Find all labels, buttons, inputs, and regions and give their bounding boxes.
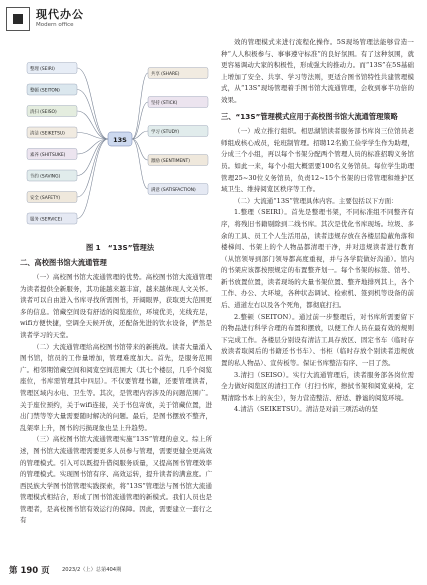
mindmap-connector	[132, 73, 148, 139]
mindmap-node-label: 清洁 (SEIKETSU)	[30, 131, 65, 137]
magazine-header	[6, 4, 186, 34]
mindmap-node-label: 素养 (SHITSUKE)	[30, 153, 66, 158]
mindmap-node-left	[27, 84, 77, 95]
figure-13s-mindmap	[20, 55, 212, 230]
mindmap-node-label: 激励 (SENTIMENT)	[151, 159, 190, 164]
page-footer	[9, 564, 419, 578]
mindmap-svg	[20, 55, 212, 230]
section-heading-3: 三、“13S”管理模式应用于高校图书馆大流通管理策略	[221, 111, 398, 121]
mindmap-node-label: 节约 (SAVING)	[30, 174, 61, 180]
paragraph: 1.整理（SEIRI）。首先是整理书架，不同标准组不同整齐有序，将残旧书籍剔除到二线书库。其次是优化书库现场。垃圾、多余的工具、员工个人生活用品，读者违规存放在各楼层隐蔽角落和楼梯间、书架上的个人物品都清理干净，并对违规读者进行教育（从馆领导到部门领导都高度重视，并与各学院做好沟通）。馆内的书架应该都按照规定的布置整齐划一。每个书架的标签、馆号、新书放置位置，读者现场的大量书架位置、整齐地排列其上，各个工作、办公、大环境，各种状态调试、检索机、签到机等设备的前后、道道左右以及各个死角，都彻底打扫。	[221, 208, 414, 310]
mindmap-center	[108, 132, 132, 146]
paragraph: （二）大流通“13S”管理具体内容。主要包括以下方面：	[234, 196, 398, 205]
magazine-subtitle: Modern office	[36, 22, 74, 28]
mindmap-left-nodes	[27, 63, 77, 225]
section-heading-2: 二、高校图书馆大流通管理	[20, 258, 107, 267]
mindmap-node-left	[27, 213, 77, 224]
mindmap-node-left	[27, 127, 77, 138]
mindmap-node-label: 清扫 (SEISO)	[30, 110, 57, 115]
mindmap-connector	[77, 68, 108, 139]
mindmap-node-label: 整理 (SEIRI)	[30, 67, 55, 72]
mindmap-node-right	[148, 155, 208, 166]
mindmap-node-label: 整顿 (SEITON)	[30, 88, 60, 94]
right-column	[221, 37, 414, 416]
mindmap-node-label: 坚持 (STICK)	[151, 101, 178, 106]
page-number: 第 190 页	[9, 566, 50, 576]
mindmap-node-right	[148, 126, 208, 137]
mindmap-node-left	[27, 149, 77, 160]
mindmap-center-label: 13S	[113, 136, 127, 144]
mindmap-connector	[77, 139, 108, 197]
left-column	[20, 254, 212, 527]
mindmap-node-right	[148, 184, 208, 195]
figure-caption: 图 1 “13S”管理法	[85, 243, 155, 252]
mindmap-node-label: 共享 (SHARE)	[151, 72, 180, 77]
paragraph: 3.清扫（SEISO）。实行大流通管理后，读者服务部各岗位需全力做好阅览区的清扫工作（打扫书库，擦拭书架和阅览桌椅，定期清除书本上的灰尘），努力营造整洁、舒适、静谧的阅览环境。	[221, 370, 414, 402]
mindmap-node-left	[27, 192, 77, 203]
magazine-logo-icon	[6, 7, 30, 31]
mindmap-right-nodes	[148, 68, 208, 195]
mindmap-node-label: 服务 (SERVICE)	[30, 217, 63, 223]
mindmap-connector	[132, 139, 148, 160]
mindmap-node-left	[27, 63, 77, 74]
paragraph: （一）成立推行组织。相思湖馆读者服务部书库岗三位馆员老师组成核心成员，轮班制管理。招聘12名勤工俭学学生作为助理，分成三个小组，再以每个书架分配两个管理人员的标准招聘义务馆员。如此一来，每个小组大概需要100名义务馆员。每位学生助理管理25~30位义务馆员，负责12~15个书架的日常管理和维护区域卫生、维持阅览区秩序等工作。	[221, 127, 414, 194]
mindmap-node-right	[148, 97, 208, 108]
mindmap-node-label: 安全 (SAFETY)	[30, 196, 61, 201]
mindmap-node-right	[148, 68, 208, 79]
mindmap-node-left	[27, 170, 77, 181]
mindmap-connector	[77, 90, 108, 140]
paragraph: 效的管理模式来进行流程化操作。5S现场管理法能够营造一种“人人积极参与、事事遵守标准”的良好氛围。有了这种氛围，就更容易调动大家的积极性，形成强大的推动力。而“13S”在5S基础上增加了安全、共享、学习等法则，更适合图书馆特性共建管理模式，从“13S”现场管理着手图书馆大流通管理，会收到事半功倍的效果。	[221, 38, 414, 104]
paragraph: （二）大流通管理给高校图书馆带来的新挑战。读者大量涌入图书馆，馆员的工作量增加，管理难度加大。首先，是服务范围广。相邻期馆藏空间和阅览空间范围大（其七个楼层，几乎个阅览座位，书库需管理其中四层）。不仅要管理书籍，还要管理读者，管理区域内水电、卫生等。其次，是管理内容涉及的问题范围广。关于座位预约，关于wifi连接，关于书包寄放，关于馆藏位置，进出门禁等等大量需要随时解决的问题。最后，是图书摆放不整齐，乱架率上升，图书的污损现象也呈上升趋势。	[20, 342, 212, 432]
issue-info: 2023/2（上）总第404期	[62, 567, 122, 573]
mindmap-connector	[132, 139, 148, 189]
mindmap-node-label: 满意 (SATISFACTION)	[151, 188, 196, 193]
mindmap-connector	[77, 139, 108, 219]
mindmap-node-left	[27, 106, 77, 117]
paragraph: 4.清洁（SEIKETSU）。清洁是对前三项活动的坚	[234, 405, 378, 414]
paragraph: （一）高校图书馆大流通管理的优势。高校图书馆大流通管理为读者提供全新服务，其功能越来越丰富，越来越体现人文关怀。读者可以自由进入书库寻找所需图书，开阔眼界，获取更大范围更多的信息。馆藏空间设有舒适的阅览座位，环境优美，光线充足，wifi方便快捷，空调全天候开放，还配备先进的饮水设备，俨然是读者学习的天堂。	[20, 273, 212, 339]
paragraph: （三）高校图书馆大流通管理实施“13S”管理的意义。综上所述，图书馆大流通管理需要更多人员参与管理，需要更健全更高效的管理模式。引入可以既提升借阅服务质量，又提高图书管理效率的管理模式。实现图书馆有序、高效运转，提升读者的满意度。广西民族大学图书馆管理实践探索，将“13S”管理法与图书馆大流通管理模式相结合，形成了图书馆流通管理的新模式。我们人员也是管理者，是高校图书馆有效运行的保障。因此，需要建立一套行之有	[20, 435, 212, 525]
mindmap-node-label: 学习 (STUDY)	[151, 130, 180, 135]
paragraph: 2.整顿（SEITON）。通过前一步整理后，对书库所需要留下的物品进行科学合理的布置和摆放，以便工作人员在最有效的规则下完成工作。各楼层分别设有清洁工具存放区、固定书车（临时存放读者取阅后的书籍还书书车）、书柜（临时存放个别读者违规放置的私人物品）、宣传板等。保证书库整洁有序、一目了然。	[221, 312, 414, 368]
mindmap-connector	[77, 139, 108, 176]
magazine-title: 现代办公	[36, 8, 84, 21]
